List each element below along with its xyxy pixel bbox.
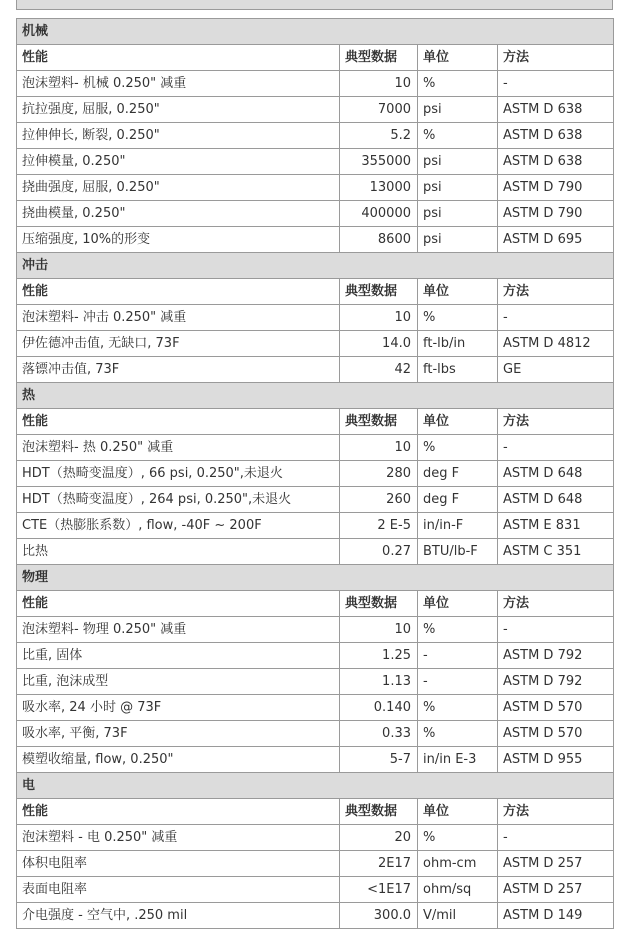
cell-property: 泡沫塑料- 热 0.250" 减重 bbox=[17, 435, 340, 461]
cell-unit: psi bbox=[418, 227, 498, 253]
cell-unit: % bbox=[418, 305, 498, 331]
cell-value: 2E17 bbox=[340, 851, 418, 877]
cell-property: 抗拉强度, 屈服, 0.250" bbox=[17, 97, 340, 123]
cell-property: 比重, 泡沫成型 bbox=[17, 669, 340, 695]
cell-method: GE bbox=[498, 357, 614, 383]
cell-method: ASTM D 570 bbox=[498, 695, 614, 721]
cell-value: <1E17 bbox=[340, 877, 418, 903]
column-header-unit: 单位 bbox=[418, 409, 498, 435]
column-header-row bbox=[17, 409, 614, 435]
column-header-method: 方法 bbox=[498, 409, 614, 435]
cell-value: 5.2 bbox=[340, 123, 418, 149]
cell-property: 挠曲模量, 0.250" bbox=[17, 201, 340, 227]
cell-value: 280 bbox=[340, 461, 418, 487]
cell-unit: % bbox=[418, 71, 498, 97]
column-header-method: 方法 bbox=[498, 45, 614, 71]
column-header-property: 性能 bbox=[17, 409, 340, 435]
table-row bbox=[17, 331, 614, 357]
cell-value: 8600 bbox=[340, 227, 418, 253]
cell-unit: - bbox=[418, 643, 498, 669]
table-row bbox=[17, 721, 614, 747]
cell-unit: deg F bbox=[418, 461, 498, 487]
section-title: 机械 bbox=[17, 19, 614, 45]
cell-value: 260 bbox=[340, 487, 418, 513]
table-row bbox=[17, 825, 614, 851]
cell-value: 13000 bbox=[340, 175, 418, 201]
cell-method: ASTM D 638 bbox=[498, 97, 614, 123]
cell-method: ASTM D 790 bbox=[498, 175, 614, 201]
cell-unit: % bbox=[418, 617, 498, 643]
table-row bbox=[17, 357, 614, 383]
table-row bbox=[17, 851, 614, 877]
column-header-method: 方法 bbox=[498, 799, 614, 825]
cell-property: 介电强度 - 空气中, .250 mil bbox=[17, 903, 340, 929]
cell-property: 模塑收缩量, flow, 0.250" bbox=[17, 747, 340, 773]
column-header-unit: 单位 bbox=[418, 45, 498, 71]
table-row bbox=[17, 877, 614, 903]
column-header-row bbox=[17, 279, 614, 305]
cell-value: 10 bbox=[340, 435, 418, 461]
column-header-unit: 单位 bbox=[418, 279, 498, 305]
cell-value: 0.140 bbox=[340, 695, 418, 721]
column-header-method: 方法 bbox=[498, 591, 614, 617]
table-row bbox=[17, 669, 614, 695]
cell-method: - bbox=[498, 435, 614, 461]
cell-property: HDT（热畸变温度）, 66 psi, 0.250",未退火 bbox=[17, 461, 340, 487]
column-header-typical-value: 典型数据 bbox=[340, 409, 418, 435]
cell-method: ASTM E 831 bbox=[498, 513, 614, 539]
column-header-unit: 单位 bbox=[418, 799, 498, 825]
section-header-row bbox=[17, 19, 614, 45]
properties-table bbox=[16, 18, 614, 929]
cell-unit: - bbox=[418, 669, 498, 695]
cell-value: 400000 bbox=[340, 201, 418, 227]
cell-method: ASTM D 149 bbox=[498, 903, 614, 929]
table-row bbox=[17, 97, 614, 123]
cell-property: 吸水率, 24 小时 @ 73F bbox=[17, 695, 340, 721]
column-header-typical-value: 典型数据 bbox=[340, 799, 418, 825]
cell-property: 吸水率, 平衡, 73F bbox=[17, 721, 340, 747]
table-row bbox=[17, 695, 614, 721]
column-header-property: 性能 bbox=[17, 799, 340, 825]
cell-unit: % bbox=[418, 721, 498, 747]
cell-unit: deg F bbox=[418, 487, 498, 513]
cell-property: 伊佐德冲击值, 无缺口, 73F bbox=[17, 331, 340, 357]
cell-property: 泡沫塑料- 物理 0.250" 减重 bbox=[17, 617, 340, 643]
cell-method: ASTM D 695 bbox=[498, 227, 614, 253]
column-header-property: 性能 bbox=[17, 591, 340, 617]
cell-value: 300.0 bbox=[340, 903, 418, 929]
section-header-row bbox=[17, 773, 614, 799]
table-row bbox=[17, 903, 614, 929]
cell-method: - bbox=[498, 305, 614, 331]
cell-value: 10 bbox=[340, 305, 418, 331]
cell-unit: BTU/lb-F bbox=[418, 539, 498, 565]
section-header-row bbox=[17, 253, 614, 279]
cell-value: 10 bbox=[340, 617, 418, 643]
cell-method: ASTM C 351 bbox=[498, 539, 614, 565]
table-row bbox=[17, 539, 614, 565]
cell-method: ASTM D 638 bbox=[498, 149, 614, 175]
cell-unit: % bbox=[418, 123, 498, 149]
table-row bbox=[17, 305, 614, 331]
cell-property: 比热 bbox=[17, 539, 340, 565]
cell-method: - bbox=[498, 71, 614, 97]
table-row bbox=[17, 149, 614, 175]
cell-method: ASTM D 4812 bbox=[498, 331, 614, 357]
cell-method: ASTM D 792 bbox=[498, 643, 614, 669]
column-header-typical-value: 典型数据 bbox=[340, 591, 418, 617]
section-title: 电 bbox=[17, 773, 614, 799]
column-header-unit: 单位 bbox=[418, 591, 498, 617]
cell-property: 落镖冲击值, 73F bbox=[17, 357, 340, 383]
cell-value: 2 E-5 bbox=[340, 513, 418, 539]
cell-method: - bbox=[498, 825, 614, 851]
cell-value: 7000 bbox=[340, 97, 418, 123]
cell-value: 1.13 bbox=[340, 669, 418, 695]
cell-method: ASTM D 638 bbox=[498, 123, 614, 149]
cell-property: 压缩强度, 10%的形变 bbox=[17, 227, 340, 253]
cell-value: 0.27 bbox=[340, 539, 418, 565]
table-row bbox=[17, 123, 614, 149]
cell-method: ASTM D 648 bbox=[498, 461, 614, 487]
table-row bbox=[17, 71, 614, 97]
section-title: 物理 bbox=[17, 565, 614, 591]
cell-unit: % bbox=[418, 695, 498, 721]
column-header-property: 性能 bbox=[17, 45, 340, 71]
table-row bbox=[17, 201, 614, 227]
cell-method: ASTM D 648 bbox=[498, 487, 614, 513]
cell-unit: V/mil bbox=[418, 903, 498, 929]
section-header-row bbox=[17, 383, 614, 409]
cell-property: HDT（热畸变温度）, 264 psi, 0.250",未退火 bbox=[17, 487, 340, 513]
column-header-row bbox=[17, 591, 614, 617]
cell-unit: psi bbox=[418, 175, 498, 201]
cell-method: ASTM D 792 bbox=[498, 669, 614, 695]
cell-method: ASTM D 955 bbox=[498, 747, 614, 773]
cell-property: 拉伸伸长, 断裂, 0.250" bbox=[17, 123, 340, 149]
cell-unit: psi bbox=[418, 149, 498, 175]
section-header-row bbox=[17, 565, 614, 591]
cell-value: 20 bbox=[340, 825, 418, 851]
cell-unit: % bbox=[418, 825, 498, 851]
cell-property: 表面电阻率 bbox=[17, 877, 340, 903]
table-row bbox=[17, 747, 614, 773]
cell-unit: ohm-cm bbox=[418, 851, 498, 877]
cell-value: 14.0 bbox=[340, 331, 418, 357]
table-row bbox=[17, 435, 614, 461]
cell-unit: ohm/sq bbox=[418, 877, 498, 903]
cell-method: - bbox=[498, 617, 614, 643]
section-title: 热 bbox=[17, 383, 614, 409]
cell-value: 42 bbox=[340, 357, 418, 383]
cell-unit: in/in E-3 bbox=[418, 747, 498, 773]
cell-unit: in/in-F bbox=[418, 513, 498, 539]
cell-value: 0.33 bbox=[340, 721, 418, 747]
cell-value: 10 bbox=[340, 71, 418, 97]
cell-unit: psi bbox=[418, 201, 498, 227]
cell-value: 355000 bbox=[340, 149, 418, 175]
cell-property: CTE（热膨胀系数）, flow, -40F ~ 200F bbox=[17, 513, 340, 539]
column-header-method: 方法 bbox=[498, 279, 614, 305]
table-row bbox=[17, 617, 614, 643]
table-row bbox=[17, 227, 614, 253]
cell-unit: psi bbox=[418, 97, 498, 123]
cell-property: 比重, 固体 bbox=[17, 643, 340, 669]
cell-method: ASTM D 790 bbox=[498, 201, 614, 227]
cell-method: ASTM D 257 bbox=[498, 877, 614, 903]
table-row bbox=[17, 461, 614, 487]
section-title: 冲击 bbox=[17, 253, 614, 279]
table-row bbox=[17, 643, 614, 669]
table-row bbox=[17, 175, 614, 201]
cell-unit: % bbox=[418, 435, 498, 461]
cell-method: ASTM D 570 bbox=[498, 721, 614, 747]
cell-unit: ft-lbs bbox=[418, 357, 498, 383]
column-header-row bbox=[17, 799, 614, 825]
cell-value: 1.25 bbox=[340, 643, 418, 669]
cell-property: 泡沫塑料- 冲击 0.250" 减重 bbox=[17, 305, 340, 331]
cell-property: 体积电阻率 bbox=[17, 851, 340, 877]
column-header-typical-value: 典型数据 bbox=[340, 279, 418, 305]
previous-section-strip bbox=[16, 0, 613, 10]
cell-property: 挠曲强度, 屈服, 0.250" bbox=[17, 175, 340, 201]
cell-value: 5-7 bbox=[340, 747, 418, 773]
cell-unit: ft-lb/in bbox=[418, 331, 498, 357]
table-viewport[interactable] bbox=[16, 18, 613, 923]
cell-property: 泡沫塑料 - 电 0.250" 减重 bbox=[17, 825, 340, 851]
cell-property: 拉伸模量, 0.250" bbox=[17, 149, 340, 175]
table-row bbox=[17, 487, 614, 513]
column-header-typical-value: 典型数据 bbox=[340, 45, 418, 71]
table-row bbox=[17, 513, 614, 539]
cell-property: 泡沫塑料- 机械 0.250" 减重 bbox=[17, 71, 340, 97]
cell-method: ASTM D 257 bbox=[498, 851, 614, 877]
column-header-row bbox=[17, 45, 614, 71]
properties-table-body bbox=[17, 19, 614, 929]
column-header-property: 性能 bbox=[17, 279, 340, 305]
